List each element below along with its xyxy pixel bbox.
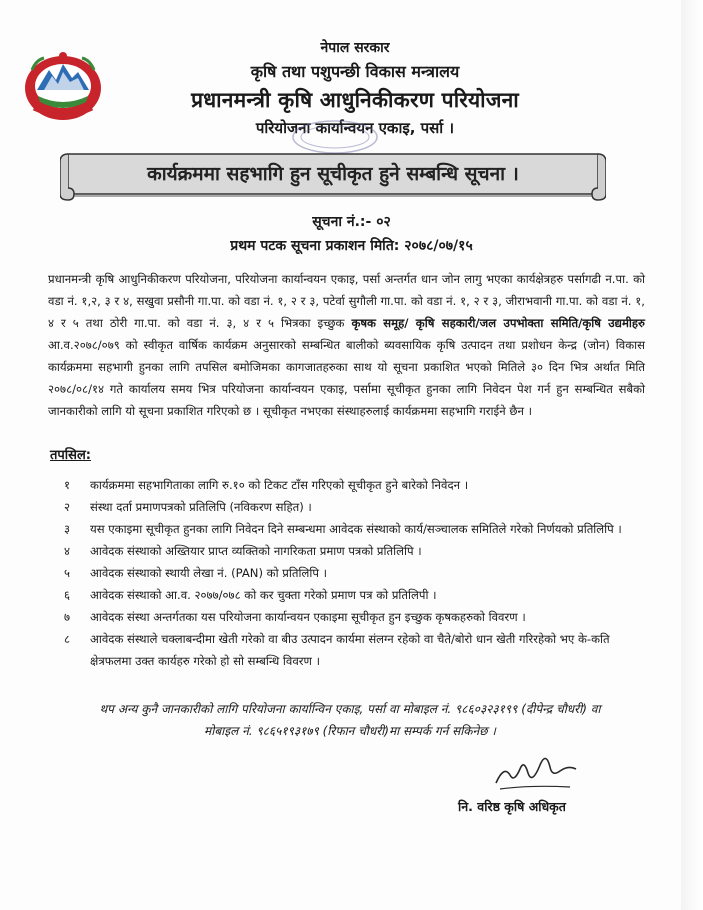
list-item [64, 562, 644, 584]
list-item [64, 584, 644, 606]
list-item-text: आवेदक संस्था अन्तर्गतका यस परियोजना कार्यान्वयन एकाइमा सूचीकृत हुन इच्छुक कृषकहरुको विवरण । [90, 610, 526, 624]
list-item-text: कार्यक्रममा सहभागिताका लागि रु.१० को टिकट टाँस गरिएको सूचीकृत हुने बारेको निवेदन । [90, 478, 469, 492]
list-item-text: आवेदक संस्थाको स्थायी लेखा नं. (PAN) को प्रतिलिपि । [90, 566, 328, 580]
list-item-number: १ [64, 478, 71, 492]
requirements-list [64, 474, 644, 672]
details-heading: तपसिल: [50, 448, 91, 463]
body-paragraph [48, 268, 645, 422]
body-text-bold: कृषक समूह/ कृषि सहकारी/जल उपभोक्ता समिति/कृषि उद्यमीहरु [351, 316, 645, 330]
list-item-number: ४ [64, 544, 71, 558]
signature-icon [490, 745, 580, 795]
list-item-text: आवेदक संस्थाको आ.व. २०७७/०७८ को कर चुक्ता गरेको प्रमाण पत्र को प्रतिलिपी । [90, 588, 437, 602]
list-item-text: आवेदक संस्थाको अख्तियार प्राप्त व्यक्तिको नागरिकता प्रमाण पत्रको प्रतिलिपि । [90, 544, 422, 558]
nepal-emblem-icon [22, 50, 104, 122]
list-item [64, 540, 644, 562]
list-item-number: ७ [64, 610, 71, 624]
publish-date: प्रथम पटक सूचना प्रकाशन मिति: २०७८/०७/१५ [230, 238, 473, 254]
body-text-part1: प्रधानमन्त्री कृषि आधुनिकीकरण परियोजना, परियोजना कार्यान्वयन एकाइ, पर्सा अन्तर्गत धान जोन लागु भएका कार्यक्षेत्रहरु पर्सागढी न.पा. को वडा नं. १,२, ३ र ४, सखुवा प्रसौनी गा.पा. को वडा नं. १, २ र ३, पटेर्वा सुगौली गा.पा. को वडा नं. १, २ र ३, जीराभवानी गा.पा. को वडा नं. १, ४ र ५ तथा ठोरी गा.पा. को वडा नं. ३, ४ र ५ भित्रका इच्छुक [48, 272, 645, 330]
list-item-text: यस एकाइमा सूचीकृत हुनका लागि निवेदन दिने सम्बन्धमा आवेदक संस्थाको कार्य/सञ्चालक समितिले गरेको निर्णयको प्रतिलिपि । [90, 522, 622, 536]
unit-name: परियोजना कार्यान्वयन एकाइ, पर्सा । [255, 119, 455, 137]
page-edge [681, 0, 703, 910]
contact-line-2: मोबाइल नं. ९८६५१९३१७९ (रिफान चौधरी)मा सम्पर्क गर्न सकिनेछ । [204, 724, 496, 738]
contact-note [60, 698, 640, 742]
list-item [64, 474, 644, 496]
project-name: प्रधानमन्त्री कृषि आधुनिकीकरण परियोजना [191, 88, 519, 112]
contact-line-1: थप अन्य कुनै जानकारीको लागि परियोजना कार्यान्विन एकाइ, पर्सा वा मोबाइल नं. ९८६०३२३१९९ (दीपेन्द्र चौधरी) वा [99, 702, 601, 716]
list-item [64, 518, 644, 540]
list-item-text: आवेदक संस्थाले चक्लाबन्दीमा खेती गरेको वा बीउ उत्पादन कार्यमा संलग्न रहेको वा चैते/बोरो धान खेती गरिरहेको भए के-कति क्षेत्रफलमा उक्त कार्यहरु गरेको हो सो सम्बन्धि विवरण । [90, 632, 610, 668]
notice-title: कार्यक्रममा सहभागि हुन सूचीकृत हुने सम्बन्धि सूचना । [147, 163, 519, 185]
government-name: नेपाल सरकार [320, 40, 390, 56]
list-item-number: ६ [64, 588, 71, 602]
list-item-number: ८ [64, 632, 71, 646]
list-item-number: ३ [64, 522, 71, 536]
list-item [64, 496, 644, 518]
notice-number: सूचना नं.:- ०२ [312, 214, 391, 230]
ministry-name: कृषि तथा पशुपन्छी विकास मन्त्रालय [250, 62, 460, 81]
body-text-part2: आ.व.२०७८/०७९ को स्वीकृत वार्षिक कार्यक्रम अनुसारको सम्बन्धित बालीको ब्यवसायिक कृषि उत्पादन तथा प्रशोधन केन्द्र (जोन) विकास कार्यक्रममा सहभागी हुनका लागि तपसिल बमोजिमका कागजातहरुका साथ यो सूचना प्रकाशित भएको मितिले ३० दिन भित्र अर्थात मिति २०७८/०८/१४ गते कार्यालय समय भित्र परियोजना कार्यान्वयन एकाइ, पर्सामा सूचीकृत हुनका लागि निवेदन पेश गर्न हुन सम्बन्धित सबैको जानकारीको लागि यो सूचना प्रकाशित गरिएको छ । सूचीकृत नभएका संस्थाहरुलाई कार्यक्रममा सहभागि गराईने छैन । [48, 338, 645, 418]
signatory-title: नि. वरिष्ठ कृषि अधिकृत [458, 799, 566, 814]
list-item-number: ५ [64, 566, 71, 580]
list-item-text: संस्था दर्ता प्रमाणपत्रको प्रतिलिपि (नविकरण सहित) । [90, 500, 312, 514]
list-item [64, 628, 644, 672]
list-item [64, 606, 644, 628]
list-item-number: २ [64, 500, 71, 514]
